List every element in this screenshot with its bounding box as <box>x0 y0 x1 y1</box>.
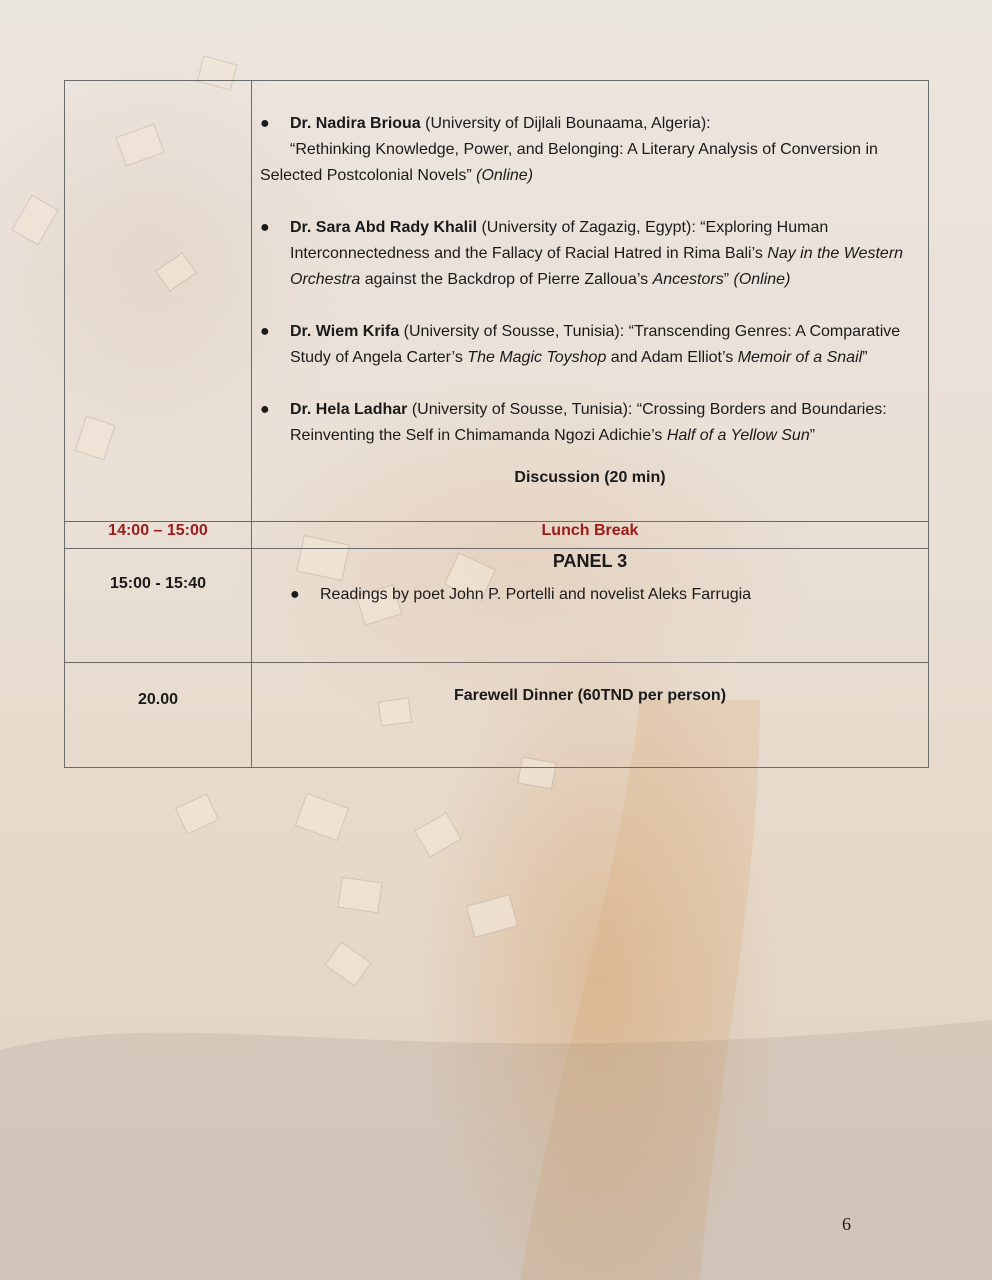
panel3-item: Readings by poet John P. Portelli and novelist Aleks Farrugia <box>320 586 752 603</box>
paper-title-text: against the Backdrop of Pierre Zalloua’s <box>360 271 653 288</box>
work-title: Nay in the Western Orchestra <box>290 245 904 288</box>
panel3-cell <box>252 549 929 663</box>
dinner-time: 20.00 <box>65 663 252 768</box>
lunch-time: 14:00 – 15:00 <box>65 522 252 549</box>
page-number: 6 <box>842 1214 851 1234</box>
presenter-name: Dr. Nadira Brioua <box>290 115 421 132</box>
presenter-name: Dr. Wiem Krifa <box>290 323 400 340</box>
bullet-icon: ● <box>260 323 270 340</box>
paper-title-text: ” <box>809 427 816 444</box>
table-row <box>65 549 929 663</box>
paper-title-text: and Adam Elliot’s <box>606 349 738 366</box>
table-row <box>65 81 929 522</box>
presentation-mode: (Online) <box>476 167 534 184</box>
work-title: Ancestors <box>652 271 724 288</box>
panel3-time: 15:00 - 15:40 <box>65 549 252 663</box>
time-cell-empty <box>65 81 252 522</box>
bullet-icon: ● <box>260 115 270 132</box>
papers-cell <box>252 81 929 522</box>
list-item <box>260 319 916 371</box>
list-item <box>290 586 928 604</box>
list-item <box>260 215 916 293</box>
presentation-mode: (Online) <box>733 271 791 288</box>
work-title: The Magic Toyshop <box>467 349 607 366</box>
paper-list <box>252 81 928 449</box>
lunch-label: Lunch Break <box>252 522 929 549</box>
list-item <box>260 111 916 189</box>
schedule-table <box>64 80 929 768</box>
paper-title-text: ” <box>723 271 734 288</box>
work-title: Memoir of a Snail <box>737 349 863 366</box>
work-title: Half of a Yellow Sun <box>666 427 810 444</box>
presenter-name: Dr. Hela Ladhar <box>290 401 408 418</box>
table-row <box>65 663 929 768</box>
presenter-name: Dr. Sara Abd Rady Khalil <box>290 219 478 236</box>
presenter-affiliation: (University of Sousse, Tunisia): “Transcending Genres: A Comparative Study of Angela Carter’s <box>290 323 901 366</box>
panel3-title: PANEL 3 <box>552 551 628 571</box>
paper-title-text: ” <box>862 349 868 366</box>
discussion-label: Discussion (20 min) <box>514 469 666 486</box>
presenter-affiliation: (University of Sousse, Tunisia): “Crossing Borders and Boundaries: Reinventing the Self in Chimamanda Ngozi Adichie’s <box>290 401 887 444</box>
presenter-affiliation: (University of Zagazig, Egypt): “Exploring Human Interconnectedness and the Fallacy of Racial Hatred in Rima Bali’s <box>290 219 829 262</box>
list-item <box>260 397 916 449</box>
bullet-icon: ● <box>290 586 300 603</box>
presenter-affiliation: (University of Dijlali Bounaama, Algeria): <box>420 115 711 132</box>
bullet-icon: ● <box>260 401 270 418</box>
bullet-icon: ● <box>260 219 270 236</box>
paper-title: “Rethinking Knowledge, Power, and Belonging: A Literary Analysis of Conversion in Selected Postcolonial Novels” <box>260 141 878 184</box>
dinner-label: Farewell Dinner (60TND per person) <box>252 663 929 768</box>
table-row <box>65 522 929 549</box>
